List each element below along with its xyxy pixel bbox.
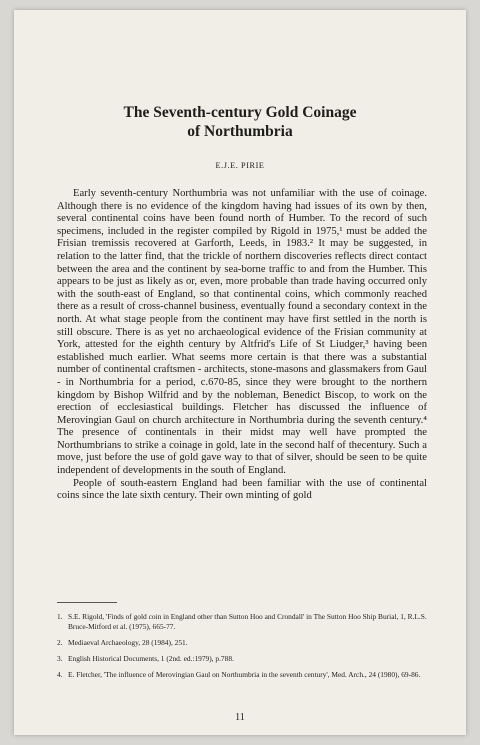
footnote-3: 3. English Historical Documents, 1 (2nd. ed.:1979), p.788. [57,653,234,663]
page-number: 11 [235,712,245,723]
paragraph-2: People of south-eastern England had been familiar with the use of continental coins since the late sixth century. Their own minting of gold [57,477,427,502]
footnotes [57,612,427,686]
book-page [14,10,466,735]
footnote-4: 4. E. Fletcher, 'The influence of Merovingian Gaul on Northumbria in the seventh century', Med. Arch., 24 (1980), 69-86. [57,669,421,679]
footnote-divider [57,602,117,603]
paragraph-1: Early seventh-century Northumbria was not unfamiliar with the use of coinage. Although there is no evidence of the kingdom having had issues of its own by then, several continental coins have been found north of Humber. To the record of such specimens, included in the register compiled by Rigold in 1975,¹ must be added the Frisian tremissis recovered at Garforth, Leeds, in 1983.² It may be suggested, in relation to the latter find, that the trickle of northern discoveries reflects direct contact between the area and the continent by sea-borne traffic to and from the Humber. This appears to be just as likely as or, even, more probable than trade having occurred only with the south-east of England, so that continental coins, which commonly reached there as a result of cross-channel business, eventually found a secondary context in the north. At what stage people from the continent may have first settled in the north is still obscure. There is as yet no archaeological evidence of the Frisian community at York, attested for the eighth century by Altfrid's Life of St Liudger,³ having been established much earlier. What seems more certain is that there was a substantial number of continental craftsmen - architects, stone-masons and glassmakers from Gaul - in Northumbria for a period, c.670-85, since they were brought to the northern kingdom by Bishop Wilfrid and by the nobleman, Benedict Biscop, to work on the erection of ecclesiastical buildings. Fletcher has discussed the influence of Merovingian Gaul on church architecture in Northumbria during the seventh century.⁴ The presence of continentals in their midst may well have prompted the Northumbrians to strike a coinage in gold, late in the second half of thecentury. Such a move, just before the use of gold gave way to that of silver, should be seen to be quite independent of developments in the south of England. [57,188,427,477]
footnote-1: 1. S.E. Rigold, 'Finds of gold coin in England other than Sutton Hoo and Crondall' in The Sutton Hoo Ship Burial, 1, R.L.S. Bruce-Mitford et al. (1975), 665-77. [57,612,427,631]
article-body [57,188,427,503]
author-name: E.J.E. PIRIE [215,161,265,170]
footnote-2: 2. Mediaeval Archaeology, 28 (1984), 251. [57,637,188,647]
article-title [14,103,466,141]
title-line-1: The Seventh-century Gold Coinage [123,104,357,121]
title-line-2: of Northumbria [187,123,293,140]
